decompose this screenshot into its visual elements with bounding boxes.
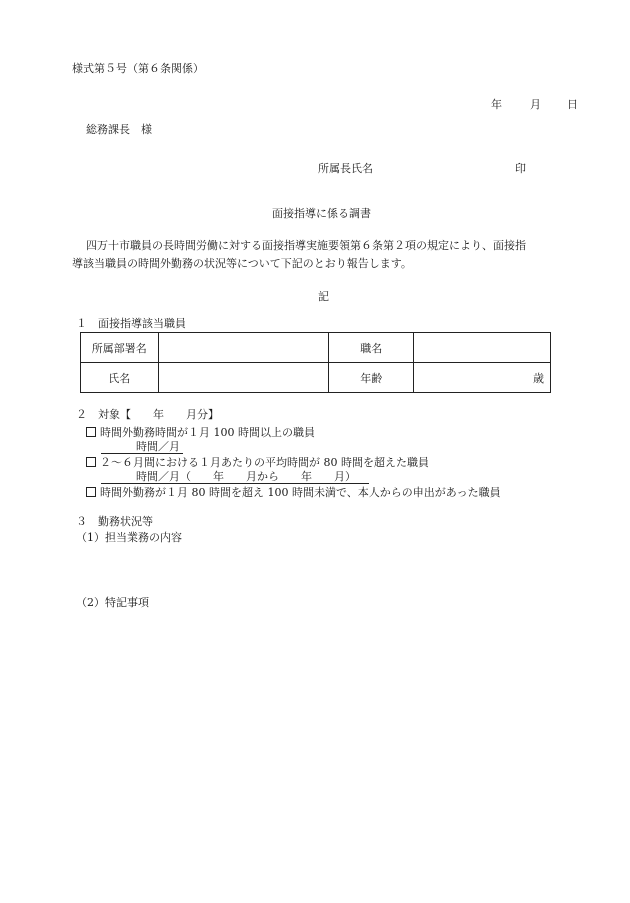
- employee-info-table: [80, 332, 551, 393]
- table-row: [81, 363, 551, 393]
- option-2-text: ２～６月間における１月あたりの平均時間が 80 時間を超えた職員: [100, 456, 429, 469]
- addressee: 総務課長 様: [86, 123, 152, 136]
- checkbox[interactable]: [86, 487, 96, 497]
- option-2-sub: 時間／月（ 年 月から 年 月）: [136, 470, 356, 483]
- document-title: 面接指導に係る調書: [272, 207, 371, 220]
- option-3-text: 時間外勤務が１月 80 時間を超え 100 時間未満で、本人からの申出があった職員: [100, 486, 501, 499]
- supervisor-name-label: 所属長氏名: [318, 162, 373, 175]
- checkbox[interactable]: [86, 457, 96, 467]
- section1-heading: １ 面接指導該当職員: [76, 317, 186, 330]
- duties-heading: （1）担当業務の内容: [76, 531, 182, 544]
- date-month-label: 月: [530, 98, 541, 111]
- dept-value-cell[interactable]: [158, 333, 328, 363]
- form-number: 様式第５号（第６条関係）: [72, 62, 204, 75]
- checkbox[interactable]: [86, 427, 96, 437]
- age-label: 年齢: [329, 363, 414, 393]
- date-day-label: 日: [567, 98, 578, 111]
- special-notes-heading: （2）特記事項: [76, 596, 149, 609]
- section2-heading: ２ 対象【 年 月分】: [76, 408, 219, 421]
- name-value-cell[interactable]: [158, 363, 328, 393]
- intro-line-1: 四万十市職員の長時間労働に対する面接指導実施要領第６条第２項の規定により、面接指: [86, 239, 526, 252]
- section3-heading: ３ 勤務状況等: [76, 515, 153, 528]
- option-1-underline: [101, 453, 183, 454]
- option-1-sub: 時間／月: [136, 440, 180, 453]
- seal-mark: 印: [515, 162, 526, 175]
- option-2-underline: [101, 483, 369, 484]
- option-2: [86, 457, 429, 468]
- option-3: [86, 487, 501, 498]
- option-1-text: 時間外勤務時間が１月 100 時間以上の職員: [100, 426, 315, 439]
- date-year-label: 年: [491, 98, 502, 111]
- intro-line-2: 導該当職員の時間外勤務の状況等について下記のとおり報告します。: [72, 257, 412, 270]
- option-1: [86, 427, 315, 438]
- name-label: 氏名: [81, 363, 159, 393]
- position-label: 職名: [329, 333, 414, 363]
- position-value-cell[interactable]: [414, 333, 551, 363]
- dept-label: 所属部署名: [81, 333, 159, 363]
- age-unit: 歳: [533, 371, 544, 385]
- ki-heading: 記: [318, 290, 329, 303]
- table-row: [81, 333, 551, 363]
- age-value-cell[interactable]: [414, 363, 551, 393]
